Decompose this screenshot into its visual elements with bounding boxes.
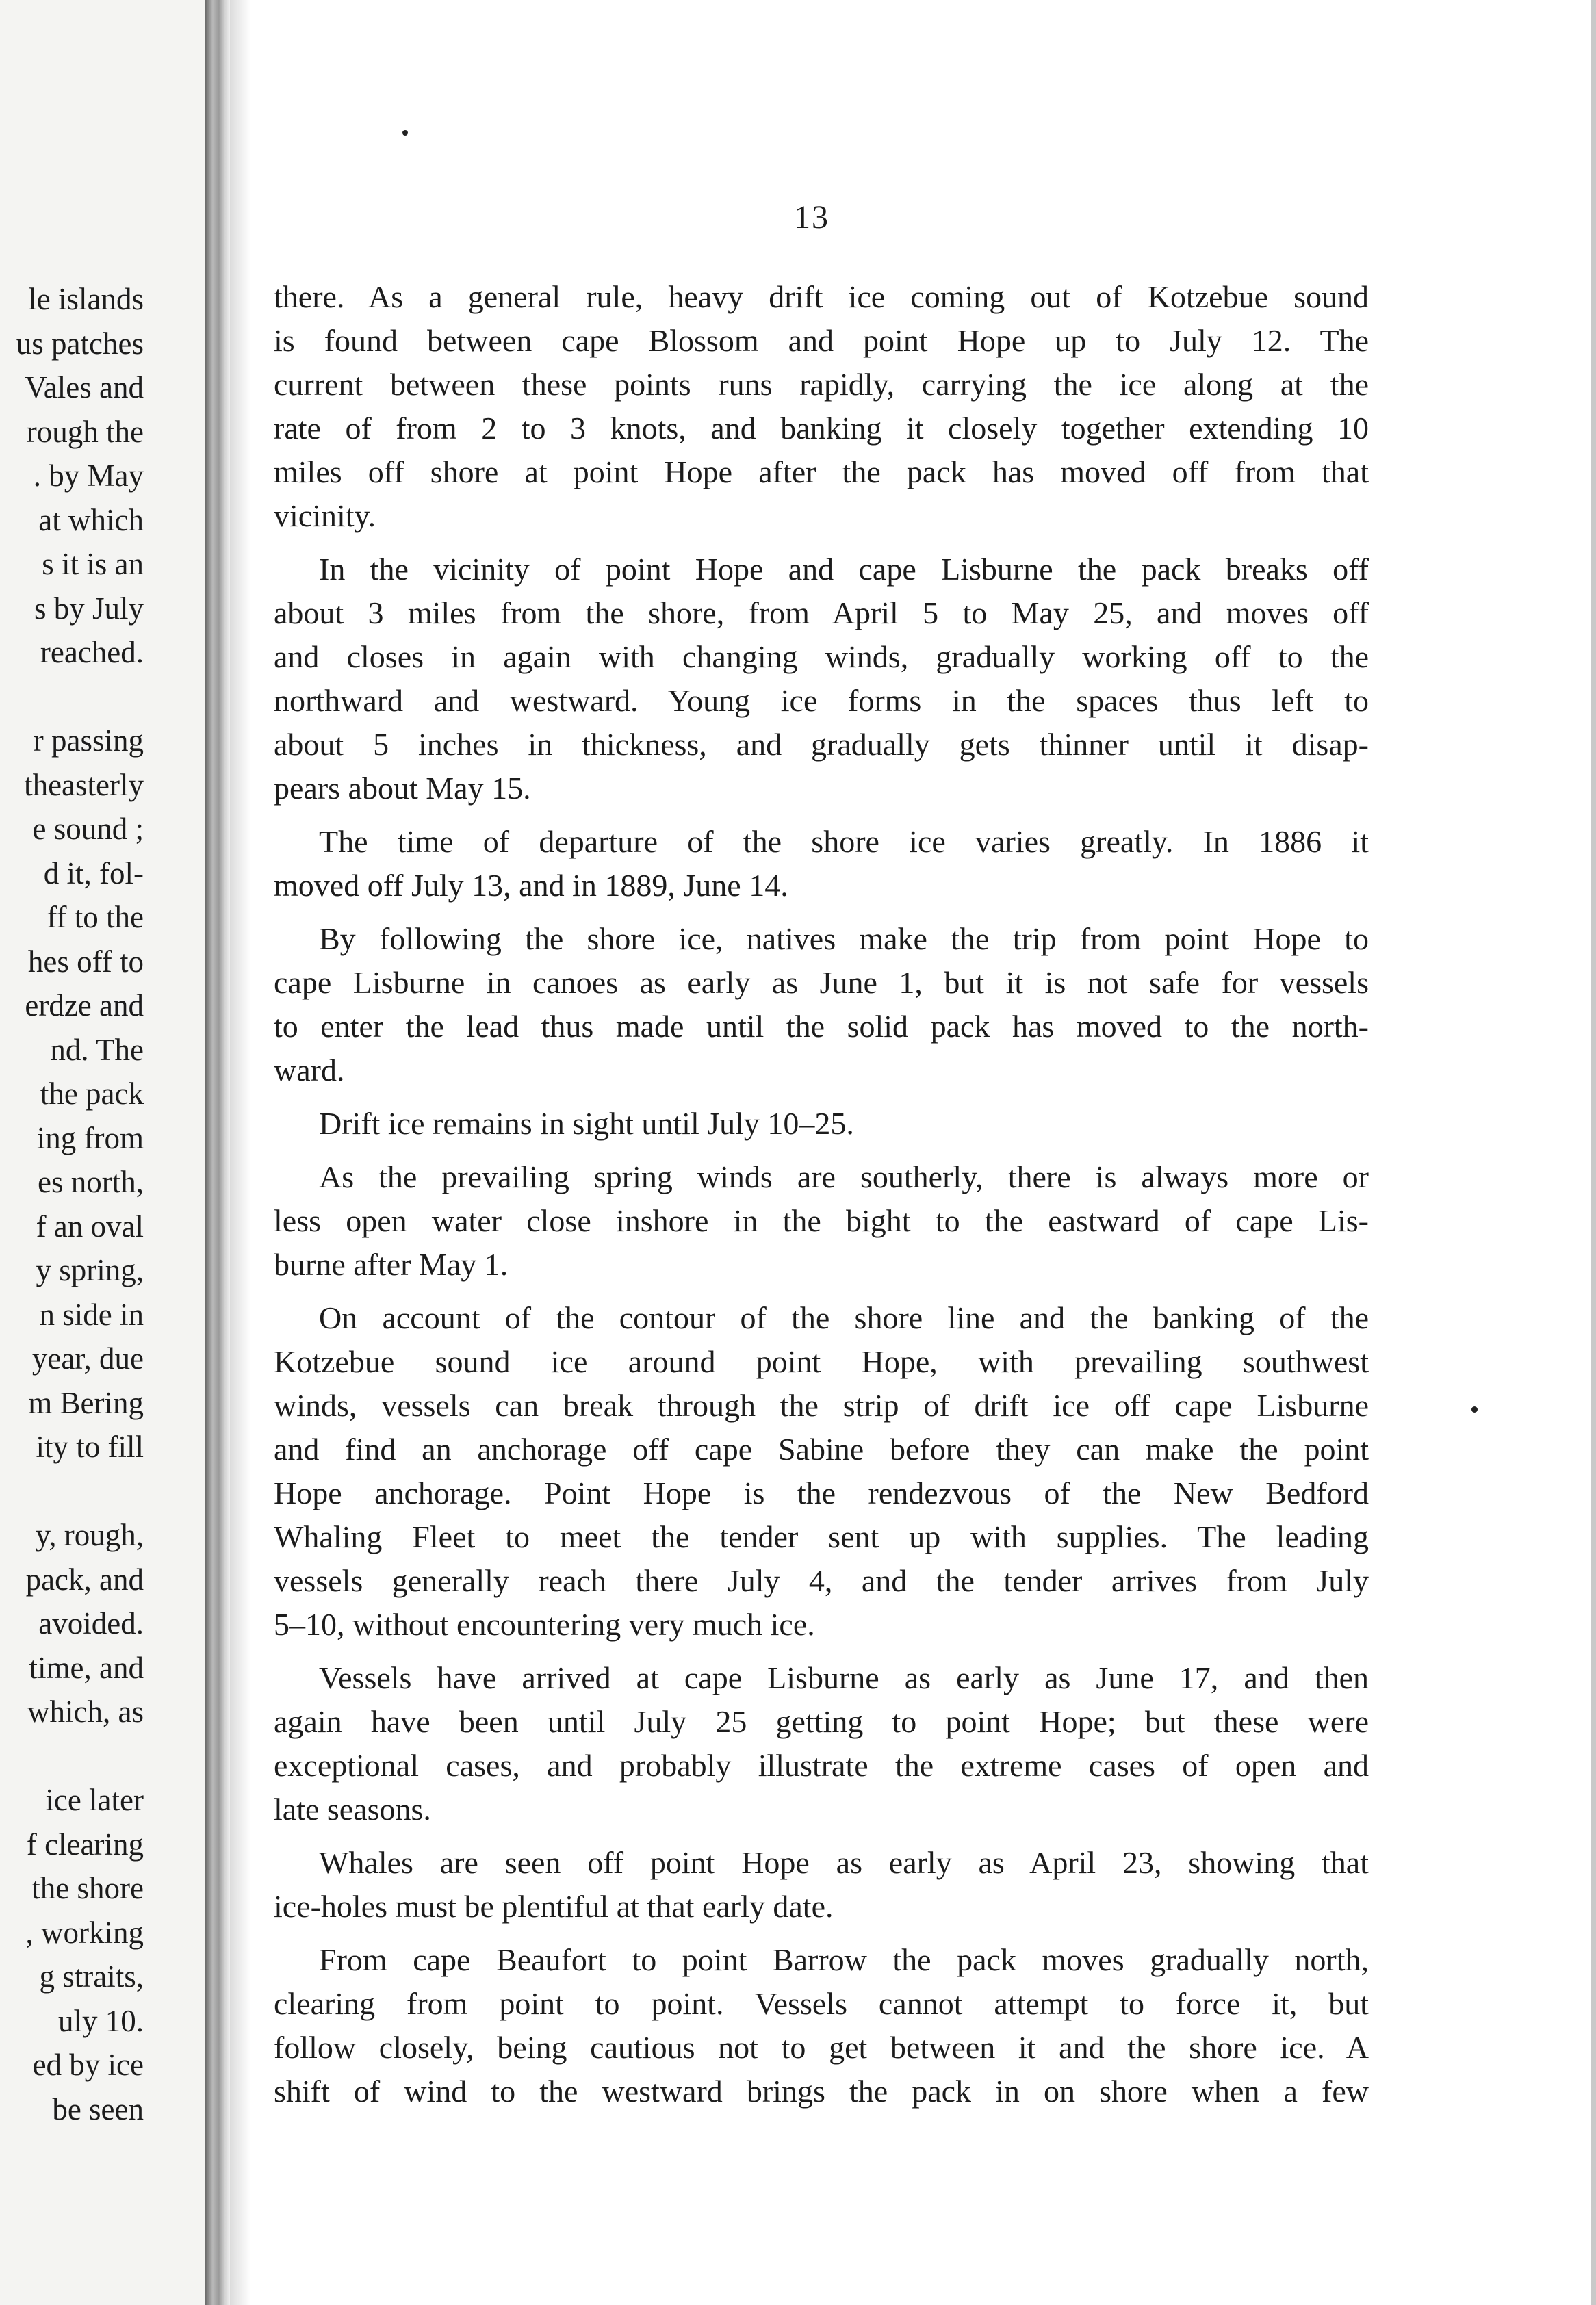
text-line: vicinity.	[274, 498, 376, 533]
page-edge	[1591, 0, 1596, 2305]
text-line: In the vicinity of point Hope and cape Lisburne the pack breaks off	[319, 552, 1369, 587]
paragraph	[274, 1841, 1369, 1929]
left-page-line	[0, 1469, 144, 1514]
left-page-line: n side in	[39, 1297, 144, 1332]
text-line: late seasons.	[274, 1792, 431, 1827]
print-speck	[1471, 1406, 1478, 1413]
left-page-line: f clearing	[26, 1827, 144, 1862]
paragraph	[274, 1102, 1369, 1146]
text-line: shift of wind to the westward brings the pack in on shore when a few	[274, 2074, 1369, 2109]
text-line: cape Lisburne in canoes as early as June 1, but it is not safe for vessels	[274, 965, 1369, 1000]
book-gutter	[205, 0, 230, 2305]
text-line: Vessels have arrived at cape Lisburne as early as June 17, and then	[319, 1660, 1369, 1695]
left-facing-page	[0, 0, 205, 2305]
left-page-line: Vales and	[25, 370, 144, 404]
text-line: exceptional cases, and probably illustrate the extreme cases of open and	[274, 1748, 1369, 1783]
left-page-line: theasterly	[24, 767, 144, 802]
text-line: moved off July 13, and in 1889, June 14.	[274, 868, 788, 903]
text-line: Whaling Fleet to meet the tender sent up with supplies. The leading	[274, 1519, 1369, 1554]
body-text	[274, 275, 1369, 2123]
left-page-text	[0, 277, 144, 2131]
left-page-line: the pack	[40, 1077, 144, 1111]
left-page-line: s it is an	[42, 547, 144, 581]
text-line: By following the shore ice, natives make the trip from point Hope to	[319, 921, 1369, 956]
text-line: follow closely, being cautious not to get between it and the shore ice. A	[274, 2030, 1369, 2065]
left-page-line: at which	[38, 502, 144, 537]
text-line: again have been until July 25 getting to point Hope; but these were	[274, 1704, 1369, 1739]
text-line: Hope anchorage. Point Hope is the rendezvous of the New Bedford	[274, 1476, 1369, 1510]
left-page-line: y spring,	[36, 1253, 144, 1287]
text-line: winds, vessels can break through the strip of drift ice off cape Lisburne	[274, 1388, 1369, 1423]
left-page-line: time, and	[29, 1650, 144, 1685]
text-line: Kotzebue sound ice around point Hope, with prevailing southwest	[274, 1344, 1369, 1379]
left-page-line: year, due	[31, 1341, 144, 1376]
left-page-line: , working	[25, 1915, 144, 1950]
text-line: On account of the contour of the shore line and the banking of the	[319, 1300, 1369, 1335]
left-page-line: the shore	[31, 1871, 144, 1905]
left-page-line: avoided.	[38, 1606, 144, 1640]
left-page-line: pack, and	[25, 1562, 144, 1597]
text-line: ward.	[274, 1053, 345, 1087]
left-page-line: es north,	[38, 1165, 144, 1199]
text-line: and closes in again with changing winds, gradually working off to the	[274, 639, 1369, 674]
paragraph	[274, 548, 1369, 810]
left-page-line: nd. The	[50, 1032, 144, 1067]
text-line: current between these points runs rapidly, carrying the ice along at the	[274, 367, 1369, 402]
left-page-line: g straits,	[39, 1959, 144, 1994]
left-page-line	[0, 1734, 144, 1779]
text-line: there. As a general rule, heavy drift ice coming out of Kotzebue sound	[274, 279, 1369, 314]
text-line: Whales are seen off point Hope as early as April 23, showing that	[319, 1845, 1369, 1880]
text-line: The time of departure of the shore ice varies greatly. In 1886 it	[319, 824, 1369, 859]
text-line: 5–10, without encountering very much ice.	[274, 1607, 815, 1642]
text-line: ice-holes must be plentiful at that early date.	[274, 1889, 834, 1924]
text-line: less open water close inshore in the bight to the eastward of cape Lis-	[274, 1203, 1369, 1238]
text-line: about 5 inches in thickness, and gradually gets thinner until it disap-	[274, 727, 1369, 762]
paragraph	[274, 1296, 1369, 1647]
left-page-line: e sound ;	[32, 812, 144, 846]
left-page-line: . by May	[33, 459, 144, 493]
text-line: rate of from 2 to 3 knots, and banking it closely together extending 10	[274, 411, 1369, 446]
left-page-line: hes off to	[27, 944, 144, 979]
left-page-line: reached.	[40, 635, 144, 669]
left-page-line: m Bering	[28, 1385, 144, 1420]
text-line: Drift ice remains in sight until July 10–25.	[319, 1106, 854, 1141]
text-line: As the prevailing spring winds are southerly, there is always more or	[319, 1159, 1369, 1194]
text-line: and find an anchorage off cape Sabine before they can make the point	[274, 1432, 1369, 1467]
text-line: northward and westward. Young ice forms in the spaces thus left to	[274, 683, 1369, 718]
left-page-line: rough the	[26, 414, 144, 449]
left-page-line	[0, 675, 144, 719]
text-line: clearing from point to point. Vessels cannot attempt to force it, but	[274, 1986, 1369, 2021]
page-number: 13	[794, 199, 829, 235]
text-line: miles off shore at point Hope after the pack has moved off from that	[274, 454, 1369, 489]
text-line: vessels generally reach there July 4, and the tender arrives from July	[274, 1563, 1369, 1598]
left-page-line: s by July	[34, 591, 144, 626]
text-line: about 3 miles from the shore, from April 5 to May 25, and moves off	[274, 595, 1369, 630]
paragraph	[274, 1938, 1369, 2113]
left-page-line: uly 10.	[57, 2003, 144, 2038]
left-page-line: be seen	[52, 2091, 144, 2126]
left-page-line: ing from	[36, 1120, 144, 1155]
left-page-line: le islands	[28, 282, 144, 316]
paragraph	[274, 820, 1369, 907]
left-page-line: ff to the	[47, 900, 144, 934]
left-page-line: f an oval	[36, 1209, 144, 1244]
text-line: burne after May 1.	[274, 1247, 509, 1282]
text-line: is found between cape Blossom and point Hope up to July 12. The	[274, 323, 1369, 358]
text-line: From cape Beaufort to point Barrow the pack moves gradually north,	[319, 1942, 1369, 1977]
left-page-line: ice later	[45, 1783, 144, 1817]
text-line: pears about May 15.	[274, 771, 531, 806]
print-speck	[402, 130, 408, 136]
left-page-line: erdze and	[25, 988, 144, 1022]
paragraph	[274, 1656, 1369, 1831]
left-page-line: which, as	[27, 1695, 144, 1729]
left-page-line: ed by ice	[32, 2048, 144, 2082]
gutter-shadow	[230, 0, 250, 2305]
paragraph	[274, 275, 1369, 538]
text-line: to enter the lead thus made until the solid pack has moved to the north-	[274, 1009, 1369, 1044]
left-page-line: ity to fill	[36, 1430, 144, 1464]
paragraph	[274, 917, 1369, 1092]
left-page-line: r passing	[33, 723, 144, 758]
left-page-line: d it, fol-	[43, 855, 144, 890]
paragraph	[274, 1155, 1369, 1287]
left-page-line: y, rough,	[35, 1518, 144, 1552]
left-page-line: us patches	[16, 326, 144, 361]
